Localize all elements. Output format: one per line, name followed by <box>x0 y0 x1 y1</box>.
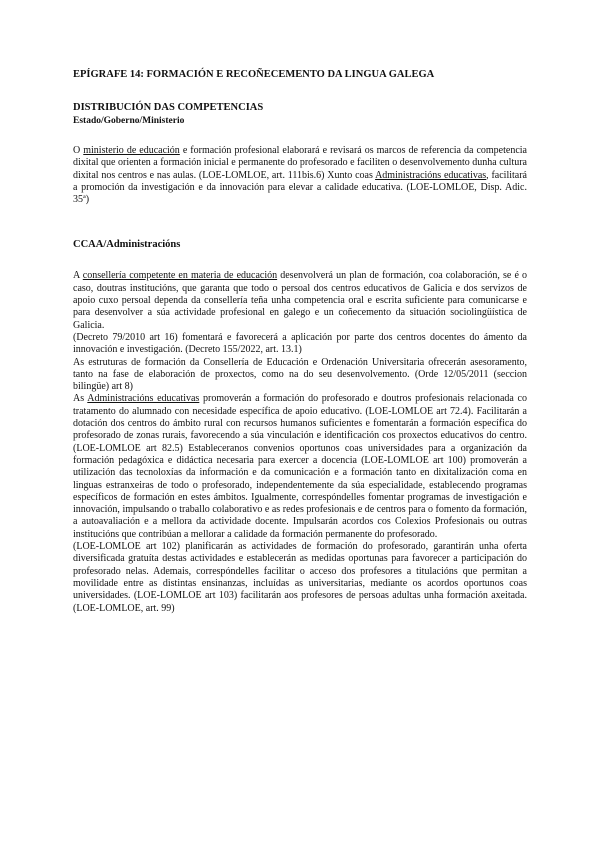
underlined-term: consellería competente en materia de educación <box>82 270 278 282</box>
underlined-term: Administracións educativas <box>375 169 487 181</box>
text-run: promoverán a formación do profesorado e doutros profesionais relacionada co tratamento do alumnado con necesidade específica de apoio educativo. (LOE-LOMLOE art 72.4). Facilitarán a dotación dos centros do ámbito rural con recursos humanos suficientes e fomentarán a formación específica do profesorado de zonas rurais, favorecendo a súa vinculación e identificación cos proxectos educativos do centro. (LOE-LOMLOE art 82.5) Estableceranos convenios oportunos coas universidades para a organización da formación pedagóxica e didáctica necesaria para exercer a docencia (LOE-LOMLOE art 100) promoverán a utilización das tecnoloxías da información e da comunicación e a formación tanto en dixitalización coma en linguas estranxeiras de todo o profesorado, independentemente da súa especialidade, establecendo programas específicos de formación en estes ámbitos. Igualmente, correspóndelles fomentar programas de investigación e innovación, impulsando o traballo colaborativo e as redes profesionais e de centros para o fomento da formación, a autoavaliación e a mellora da actividade docente. Impulsarán acordos cos Colexios Profesionais ou outras institucións que contribúan a mellorar a calidade da formación permanente do profesorado. <box>73 393 527 540</box>
text-run: , facilitará a promoción da investigación e da innovación para elevar a calidade educativa. (LOE-LOMLOE, Disp. Adic. 35ª) <box>73 169 527 206</box>
ccaa-paragraph <box>73 270 527 331</box>
section-caption: Estado/Goberno/Ministerio <box>73 116 185 126</box>
underlined-term: ministerio de educación <box>83 145 180 156</box>
document-content <box>73 68 527 615</box>
text-run: e formación profesional elaborará e revisará os marcos de referencia da competencia dixital que orienten a formación inicial e permanente do profesorado e faciliten o desenvolvemento dunha cultura dixital nos centros e nas aulas. (LOE-LOMLOE, art. 111bis.6) Xunto coas <box>73 145 527 181</box>
ccaa-paragraph <box>73 393 527 541</box>
ccaa-paragraph: (LOE-LOMLOE art 102) planificarán as actividades de formación do profesorado, garantirán unha oferta diversificada gratuíta destas actividades e establecerán as medidas oportunas para favorecer a participación do profesorado nelas. Ademais, correspóndelles facilitar o acceso dos profesores a titulacións que permitan a movilidade entre as distintas ensinanzas, incluídas as universitarias, mediante os acordos oportunos coas universidades. (LOE-LOMLOE art 103) facilitarán aos profesores de persoas adultas unha formación axeitada. (LOE-LOMLOE, art. 99) <box>73 541 527 614</box>
estado-paragraph <box>73 145 527 206</box>
ccaa-title: CCAA/Administracións <box>73 239 181 251</box>
ccaa-paragraph: (Decreto 79/2010 art 16) fomentará e favorecerá a aplicación por parte dos centros docentes do ámento da innovación e investigación. (Decreto 155/2022, art. 13.1) <box>73 331 527 356</box>
document-title: EPÍGRAFE 14: FORMACIÓN E RECOÑECEMENTO DA LINGUA GALEGA <box>73 69 435 80</box>
text-run: O <box>73 145 84 156</box>
section-title: DISTRIBUCIÓN DAS COMPETENCIAS <box>73 102 264 113</box>
text-run: A <box>73 270 83 282</box>
text-run: As <box>73 393 88 405</box>
ccaa-paragraph: As estruturas de formación da Consellería de Educación e Ordenación Universitaria ofrecerán asesoramento, tanto na fase de elaboración de proxectos, como na do seu desenvolvemento. (Orde 12/05/2011 (seccion bilingüe) art 8) <box>73 356 527 393</box>
underlined-term: Administracións educativas <box>87 393 200 405</box>
text-run: desenvolverá un plan de formación, coa colaboración, se é o caso, doutras institucións, que garanta que todo o persoal dos centros educativos de Galicia e dos servizos de apoio cuxo persoal dependa da consellería teña unha competencia oral e escrita suficiente para comunicarse e para desenvolver a súa actividade profesional en galego e un coñecemento da situación sociolingüística de Galicia. <box>73 270 527 331</box>
section-gap <box>73 206 527 238</box>
